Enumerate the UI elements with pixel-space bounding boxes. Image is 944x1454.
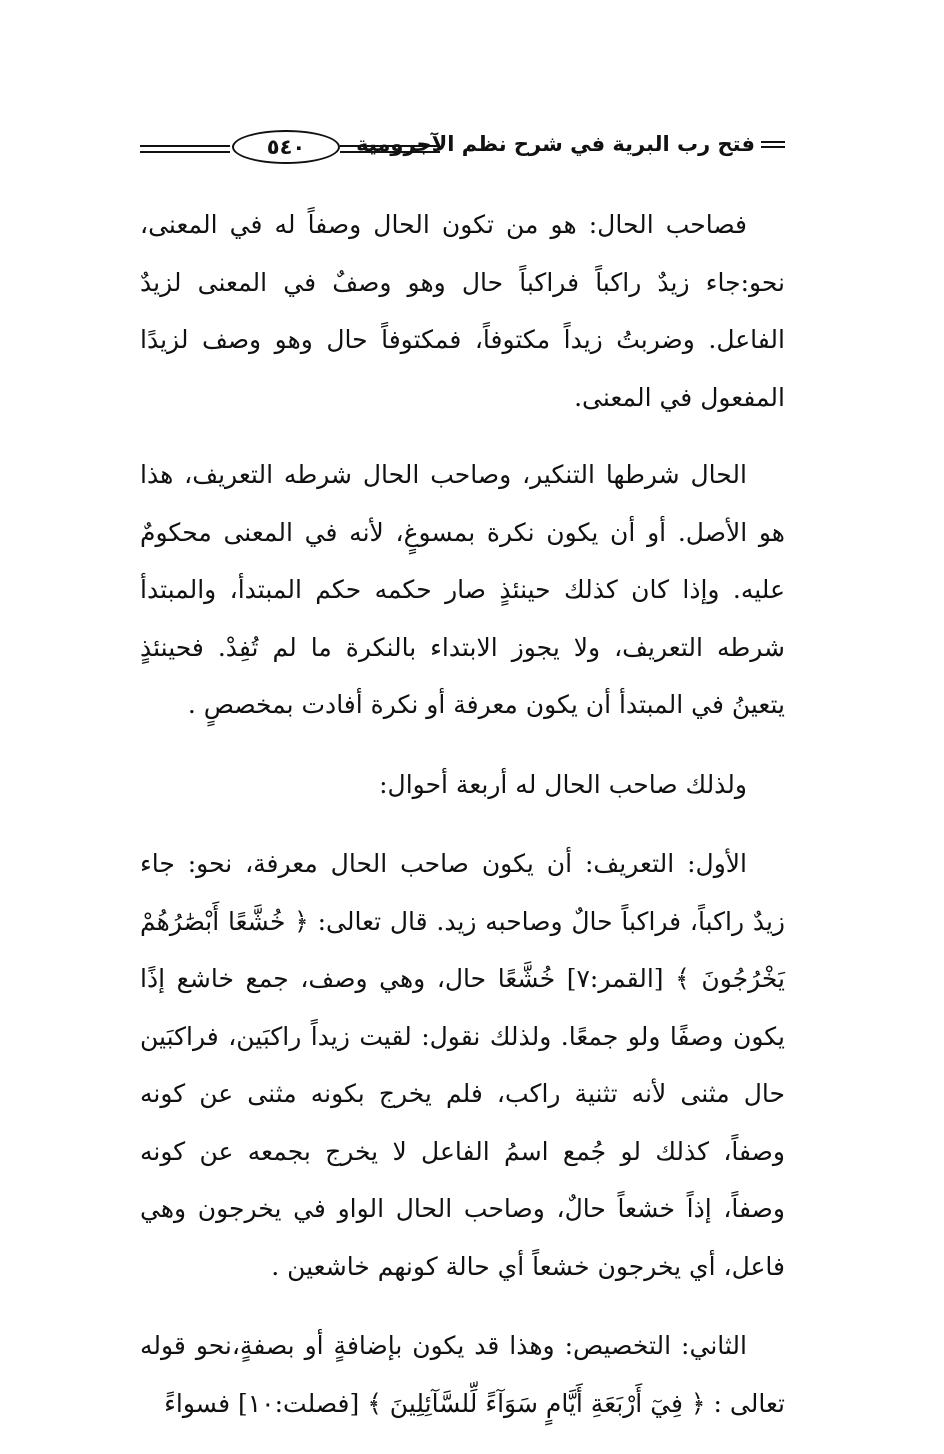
main-text [140,196,785,1454]
page-header [140,128,785,174]
header-double-rule [340,145,440,153]
paragraph: فصاحب الحال: هو من تكون الحال وصفاً له في المعنى، نحو:جاء زيدٌ راكباً فراكباً حال وهو وصفٌ في المعنى لزيدٌ الفاعل. وضربتُ زيداً مكتوفاً، فمكتوفاً حال وهو وصف لزيدًا المفعول في المعنى. [140,210,785,412]
page-number-oval [232,130,340,164]
title-ornament-rule [761,141,785,148]
paragraph: الثاني: التخصيص: وهذا قد يكون بإضافةٍ أو بصفةٍ،نحو قوله تعالى : ﴿ فِيٓ أَرْبَعَةِ أَيَّامٍ سَوَآءً لِّلسَّآئِلِينَ ﴾ [فصلت:١٠] فسواءً [140,1331,785,1418]
paragraph: الحال شرطها التنكير، وصاحب الحال شرطه التعريف، هذا هو الأصل. أو أن يكون نكرة بمسوغٍ، لأنه في المعنى محكومٌ عليه. وإذا كان كذلك حينئذٍ صار حكمه حكم المبتدأ، والمبتدأ شرطه التعريف، ولا يجوز الابتداء بالنكرة ما لم تُفِدْ. فحينئذٍ يتعينُ في المبتدأ أن يكون معرفة أو نكرة أفادت بمخصصٍ . [140,460,785,719]
book-title: فتح رب البرية في شرح نظم الآجرومية [356,132,755,156]
paragraph: ولذلك صاحب الحال له أربعة أحوال: [379,769,747,799]
paragraph: الأول: التعريف: أن يكون صاحب الحال معرفة، نحو: جاء زيدٌ راكباً، فراكباً حالٌ وصاحبه زيد. قال تعالى: ﴿ خُشَّعًا أَبْصَٰرُهُمْ يَخْرُجُونَ ﴾ [القمر:٧] خُشَّعًا حال، وهي وصف، جمع خاشع إذًا يكون وصفًا ولو جمعًا. ولذلك نقول: لقيت زيداً راكبَين، فراكبَين حال مثنى لأنه تثنية راكب، فلم يخرج بكونه مثنى عن كونه وصفاً، كذلك لو جُمع اسمُ الفاعل لا يخرج بجمعه عن كونه وصفاً، إذاً خشعاً حالٌ، وصاحب الحال الواو في يخرجون وهي فاعل، أي يخرجون خشعاً أي حالة كونهم خاشعين . [140,849,785,1281]
page-number: ٥٤٠ [266,135,306,159]
header-double-rule [140,145,230,153]
